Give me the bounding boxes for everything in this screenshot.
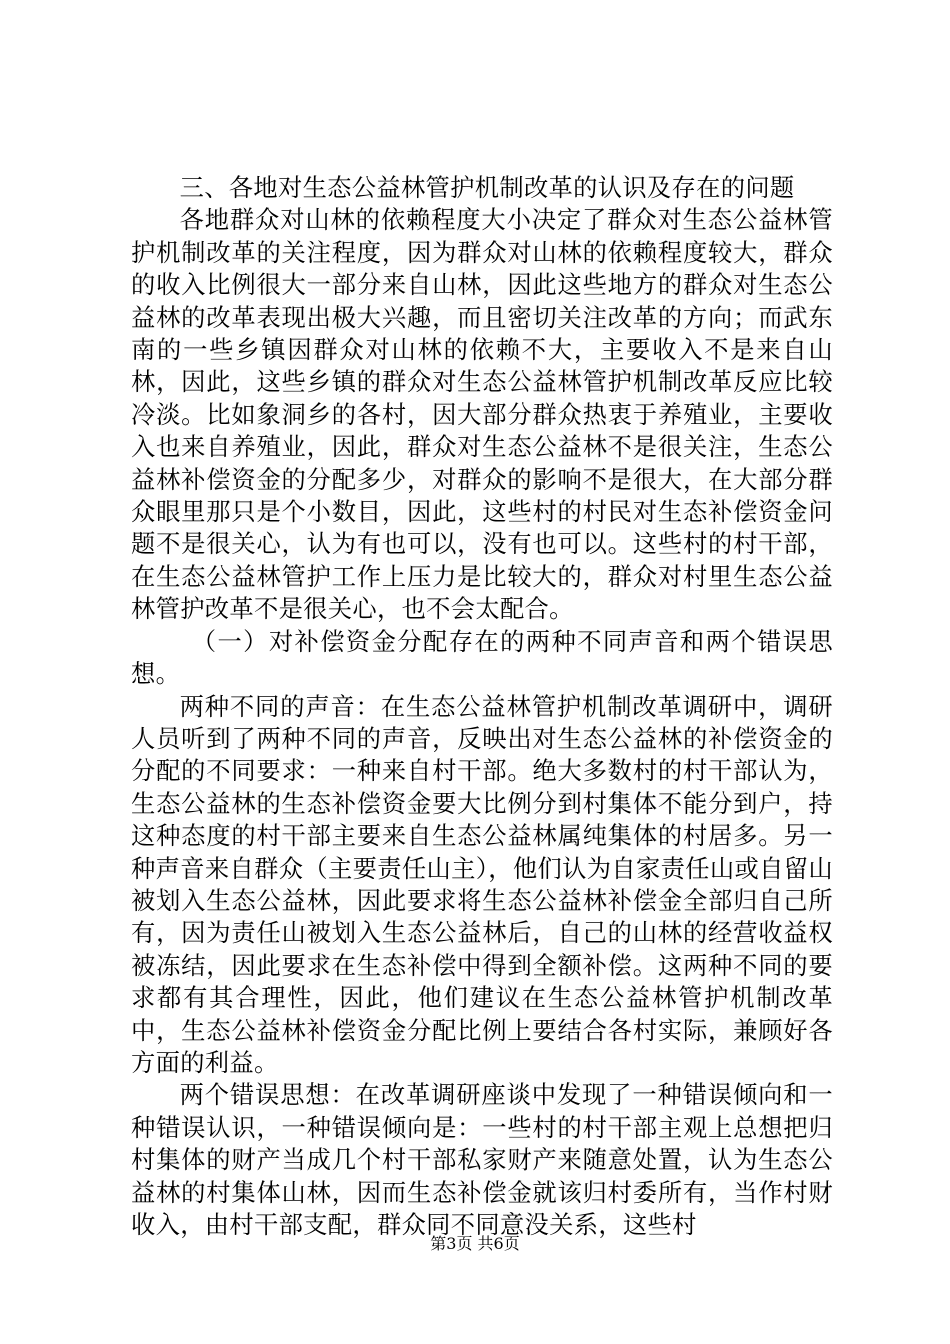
paragraph-two-errors: 两个错误思想：在改革调研座谈中发现了一种错误倾向和一种错误认识，一种错误倾向是：一些村的村干部主观上总想把归村集体的财产当成几个村干部私家财产来随意处置，认为生态公益林的村集体山林，因而生态补偿金就该归村委所有，当作村财收入，由村干部支配，群众同不同意没关系，这些村 — [131, 1080, 833, 1239]
page-footer: 第3页 共6页 — [430, 1234, 520, 1253]
paragraph-two-voices: 两种不同的声音：在生态公益林管护机制改革调研中，调研人员听到了两种不同的声音，反映出对生态公益林的补偿资金的分配的不同要求：一种来自村干部。绝大多数村的村干部认为，生态公益林的生态补偿资金要大比例分到村集体不能分到户，持这种态度的村干部主要来自生态公益林属纯集体的村居多。另一种声音来自群众（主要责任山主），他们认为自家责任山或自留山被划入生态公益林，因此要求将生态公益林补偿金全部归自己所有，因为责任山被划入生态公益林后，自己的山林的经营收益权被冻结，因此要求在生态补偿中得到全额补偿。这两种不同的要求都有其合理性，因此，他们建议在生态公益林管护机制改革中，生态公益林补偿资金分配比例上要结合各村实际，兼顾好各方面的利益。 — [131, 691, 833, 1077]
subsection-heading: （一）对补偿资金分配存在的两种不同声音和两个错误思想。 — [131, 626, 833, 689]
section-heading: 三、各地对生态公益林管护机制改革的认识及存在的问题 — [179, 173, 795, 202]
document-body — [131, 172, 833, 1241]
paragraph-dependence: 各地群众对山林的依赖程度大小决定了群众对生态公益林管护机制改革的关注程度，因为群众对山林的依赖程度较大，群众的收入比例很大一部分来自山林，因此这些地方的群众对生态公益林的改革表现出极大兴趣，而且密切关注改革的方向；而武东南的一些乡镇因群众对山林的依赖不大，主要收入不是来自山林，因此，这些乡镇的群众对生态公益林管护机制改革反应比较冷淡。比如象洞乡的各村，因大部分群众热衷于养殖业，主要收入也来自养殖业，因此，群众对生态公益林不是很关注，生态公益林补偿资金的分配多少，对群众的影响不是很大，在大部分群众眼里那只是个小数目，因此，这些村的村民对生态补偿资金问题不是很关心，认为有也可以，没有也可以。这些村的村干部，在生态公益林管护工作上压力是比较大的，群众对村里生态公益林管护改革不是很关心，也不会太配合。 — [131, 205, 833, 624]
